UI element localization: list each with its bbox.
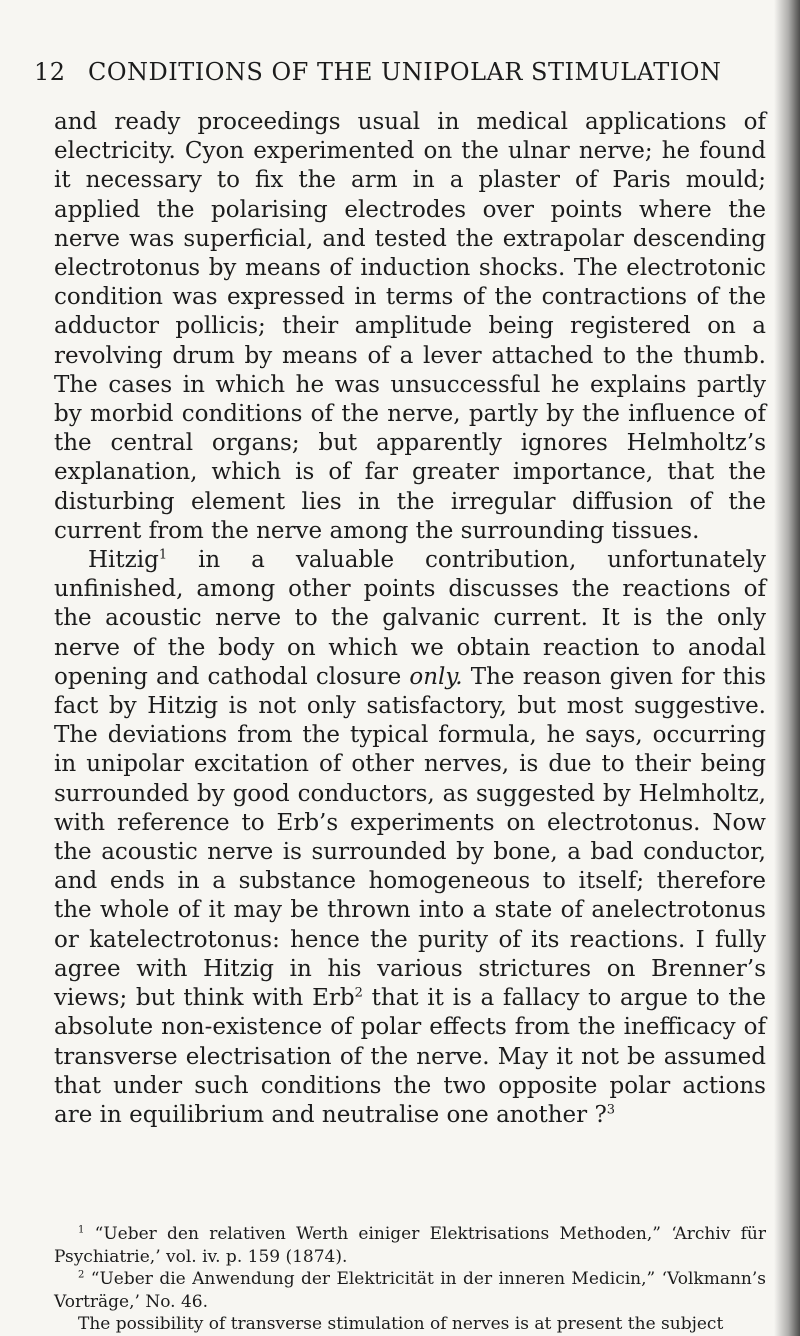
emphasis-only: only.	[409, 663, 463, 690]
paragraph-1-text: and ready proceedings usual in medical applications of electricity. Cyon experimented on the ulnar nerve; he found it necessary to fix the arm in a plaster of Paris mould; applied the polarising electrodes over points where the nerve was superficial, and tested the extrapolar descending electrotonus by means of induction shocks. The electrotonic condition was expressed in terms of the contractions of the adductor pollicis; their amplitude being registered on a revolving drum by means of a lever attached to the thumb. The cases in which he was unsuccessful he explains partly by morbid conditions of the nerve, partly by the influence of the central organs; but apparently ignores Helmholtz’s explanation, which is of far greater importance, that the disturbing element lies in the irregular diffusion of the current from the nerve among the surrounding tissues.	[54, 109, 766, 544]
footnote-3-text: The possibility of transverse stimulation of nerves is at present the subject	[78, 1314, 724, 1334]
page-header	[34, 58, 770, 98]
footnote-2	[54, 1268, 766, 1313]
footnote-ref-3: 3	[606, 1102, 616, 1118]
page-edge-shadow	[774, 0, 800, 1336]
footnote-1	[54, 1223, 766, 1268]
paragraph-2-text-c: The reason given for this fact by Hitzig is not only satisfactory, but most suggestive. The deviations from the typical formula, he says, occurring in unipolar excitation of other nerves, is due to their being surrounded by good conductors, as suggested by Helmholtz, with reference to Erb’s experiments on electrotonus. Now the acoustic nerve is surrounded by bone, a bad conductor, and ends in a substance homogeneous to itself; therefore the whole of it may be thrown into a state of anelectrotonus or katelectrotonus: hence the purity of its reactions. I fully agree with Hitzig in his various strictures on Brenner’s views; but think with Erb	[54, 663, 766, 1012]
paragraph-1	[54, 108, 766, 546]
footnote-2-mark: 2	[78, 1269, 85, 1281]
paragraph-2-text-b: in a valuable contribution, unfortunately unfinished, among other points discusses the reactions of the acoustic nerve to the galvanic current. It is the only nerve of the body on which we obtain reaction to anodal opening and cathodal closure	[54, 547, 766, 690]
footnotes	[54, 1223, 766, 1336]
page-number: 12	[34, 58, 66, 86]
footnote-ref-2: 2	[354, 985, 363, 1001]
paragraph-2	[54, 546, 766, 1130]
paragraph-2-text-a: Hitzig	[88, 547, 159, 574]
footnote-ref-1: 1	[158, 547, 168, 563]
footnote-3	[54, 1313, 766, 1336]
running-title: CONDITIONS OF THE UNIPOLAR STIMULATION	[88, 58, 722, 86]
footnote-1-mark: 1	[78, 1224, 85, 1236]
footnote-2-text: “Ueber die Anwendung der Elektricität in der inneren Medicin,” ‘Volkmann’s Vorträge,’ No. 46.	[54, 1269, 766, 1312]
body-text	[54, 108, 766, 1130]
footnote-1-text: “Ueber den relativen Werth einiger Elektrisations Methoden,” ‘Archiv für Psychiatrie,’ vol. iv. p. 159 (1874).	[54, 1224, 766, 1267]
paragraph-2-text-d: that it is a fallacy to argue to the absolute non-existence of polar effects from the inefficacy of transverse electrisation of the nerve. May it not be assumed that under such conditions the two opposite polar actions are in equilibrium and neutralise one another ?	[54, 985, 766, 1128]
